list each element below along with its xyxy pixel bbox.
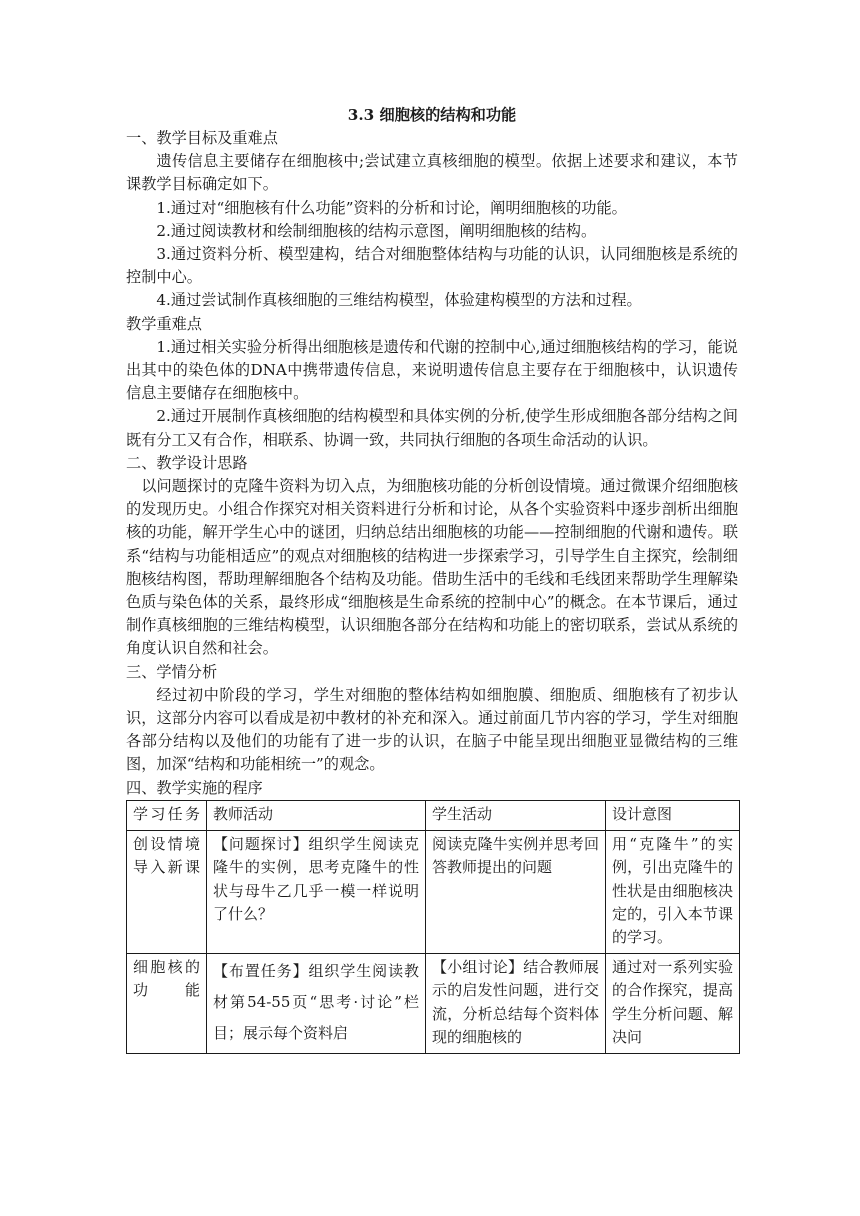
student-activity-cell: 阅读克隆牛实例并思考回答教师提出的问题: [426, 831, 606, 954]
key-point-item: 2.通过开展制作真核细胞的结构模型和具体实例的分析,使学生形成细胞各部分结构之间既有分工又有合作，相联系、协调一致，共同执行细胞的各项生命活动的认识。: [126, 407, 738, 449]
goal-item: 1.通过对“细胞核有什么功能”资料的分析和讨论，阐明细胞核的功能。: [156, 198, 627, 217]
teacher-activity-cell: 【问题探讨】组织学生阅读克隆牛的实例，思考克隆牛的性状与母牛乙几乎一模一样说明了什么？: [207, 831, 426, 954]
goal-item: 2.通过阅读教材和绘制细胞核的结构示意图，阐明细胞核的结构。: [156, 221, 597, 240]
table-header-cell: 设计意图: [606, 800, 740, 830]
task-cell: 细胞核的功能: [127, 954, 207, 1054]
table-header-cell: 学生活动: [426, 800, 606, 830]
teaching-procedure-table: [126, 800, 740, 1054]
student-activity-cell: 【小组讨论】结合教师展示的启发性问题，进行交流，分析总结每个资料体现的细胞核的: [426, 954, 606, 1054]
table-row: [127, 954, 740, 1054]
section-heading-3: 三、学情分析: [126, 662, 218, 681]
section-heading-4: 四、教学实施的程序: [126, 778, 263, 797]
key-point-item: 1.通过相关实验分析得出细胞核是遗传和代谢的控制中心,通过细胞核结构的学习，能说出其中的染色体的DNA中携带遗传信息，来说明遗传信息主要存在于细胞核中，认识遗传信息主要储存在细胞核中。: [126, 337, 738, 403]
table-row: [127, 831, 740, 954]
document-page: [126, 104, 738, 1054]
goal-item: 4.通过尝试制作真核细胞的三维结构模型，体验建构模型的方法和过程。: [156, 291, 642, 310]
table-header-cell: 教师活动: [207, 800, 426, 830]
table-header-cell: 学习任务: [127, 800, 207, 830]
goal-item: 3.通过资料分析、模型建构，结合对细胞整体结构与功能的认识，认同细胞核是系统的控制中心。: [126, 245, 738, 287]
design-intent-cell: 通过对一系列实验的合作探究，提高学生分析问题、解决问: [606, 954, 740, 1054]
task-cell: 创设情境导入新课: [127, 831, 207, 954]
learner-analysis-text: 经过初中阶段的学习，学生对细胞的整体结构如细胞膜、细胞质、细胞核有了初步认识，这部分内容可以看成是初中教材的补充和深入。通过前面几节内容的学习，学生对细胞各部分结构以及他们的功能有了进一步的认识，在脑子中能呈现出细胞亚显微结构的三维图，加深“结构和功能相统一”的观念。: [126, 685, 738, 774]
section-heading-2: 二、教学设计思路: [126, 453, 248, 472]
teacher-activity-cell: 【布置任务】组织学生阅读教材第54-55页“思考·讨论”栏目；展示每个资料启: [207, 954, 426, 1054]
key-points-heading: 教学重难点: [126, 314, 202, 333]
design-intent-cell: 用“克隆牛”的实例，引出克隆牛的性状是由细胞核决定的，引入本节课的学习。: [606, 831, 740, 954]
section-heading-1: 一、教学目标及重难点: [126, 129, 278, 147]
design-idea-text: 以问题探讨的克隆牛资料为切入点，为细胞核功能的分析创设情境。通过微课介绍细胞核的发现历史。小组合作探究对相关资料进行分析和讨论，从各个实验资料中逐步剖析出细胞核的功能，解开学生心中的谜团，归纳总结出细胞核的功能——控制细胞的代谢和遗传。联系“结构与功能相适应”的观点对细胞核的结构进一步探索学习，引导学生自主探究，绘制细胞核结构图，帮助理解细胞各个结构及功能。借助生活中的毛线和毛线团来帮助学生理解染色质与染色体的关系，最终形成“细胞核是生命系统的控制中心”的概念。在本节课后，通过制作真核细胞的三维结构模型，认识细胞各部分在结构和功能上的密切联系，尝试从系统的角度认识自然和社会。: [126, 477, 738, 658]
table-header-row: [127, 800, 740, 830]
section-1-intro: 遗传信息主要储存在细胞核中;尝试建立真核细胞的模型。依据上述要求和建议，本节课教学目标确定如下。: [126, 152, 738, 194]
page-title: 3.3 细胞核的结构和功能: [347, 106, 517, 124]
